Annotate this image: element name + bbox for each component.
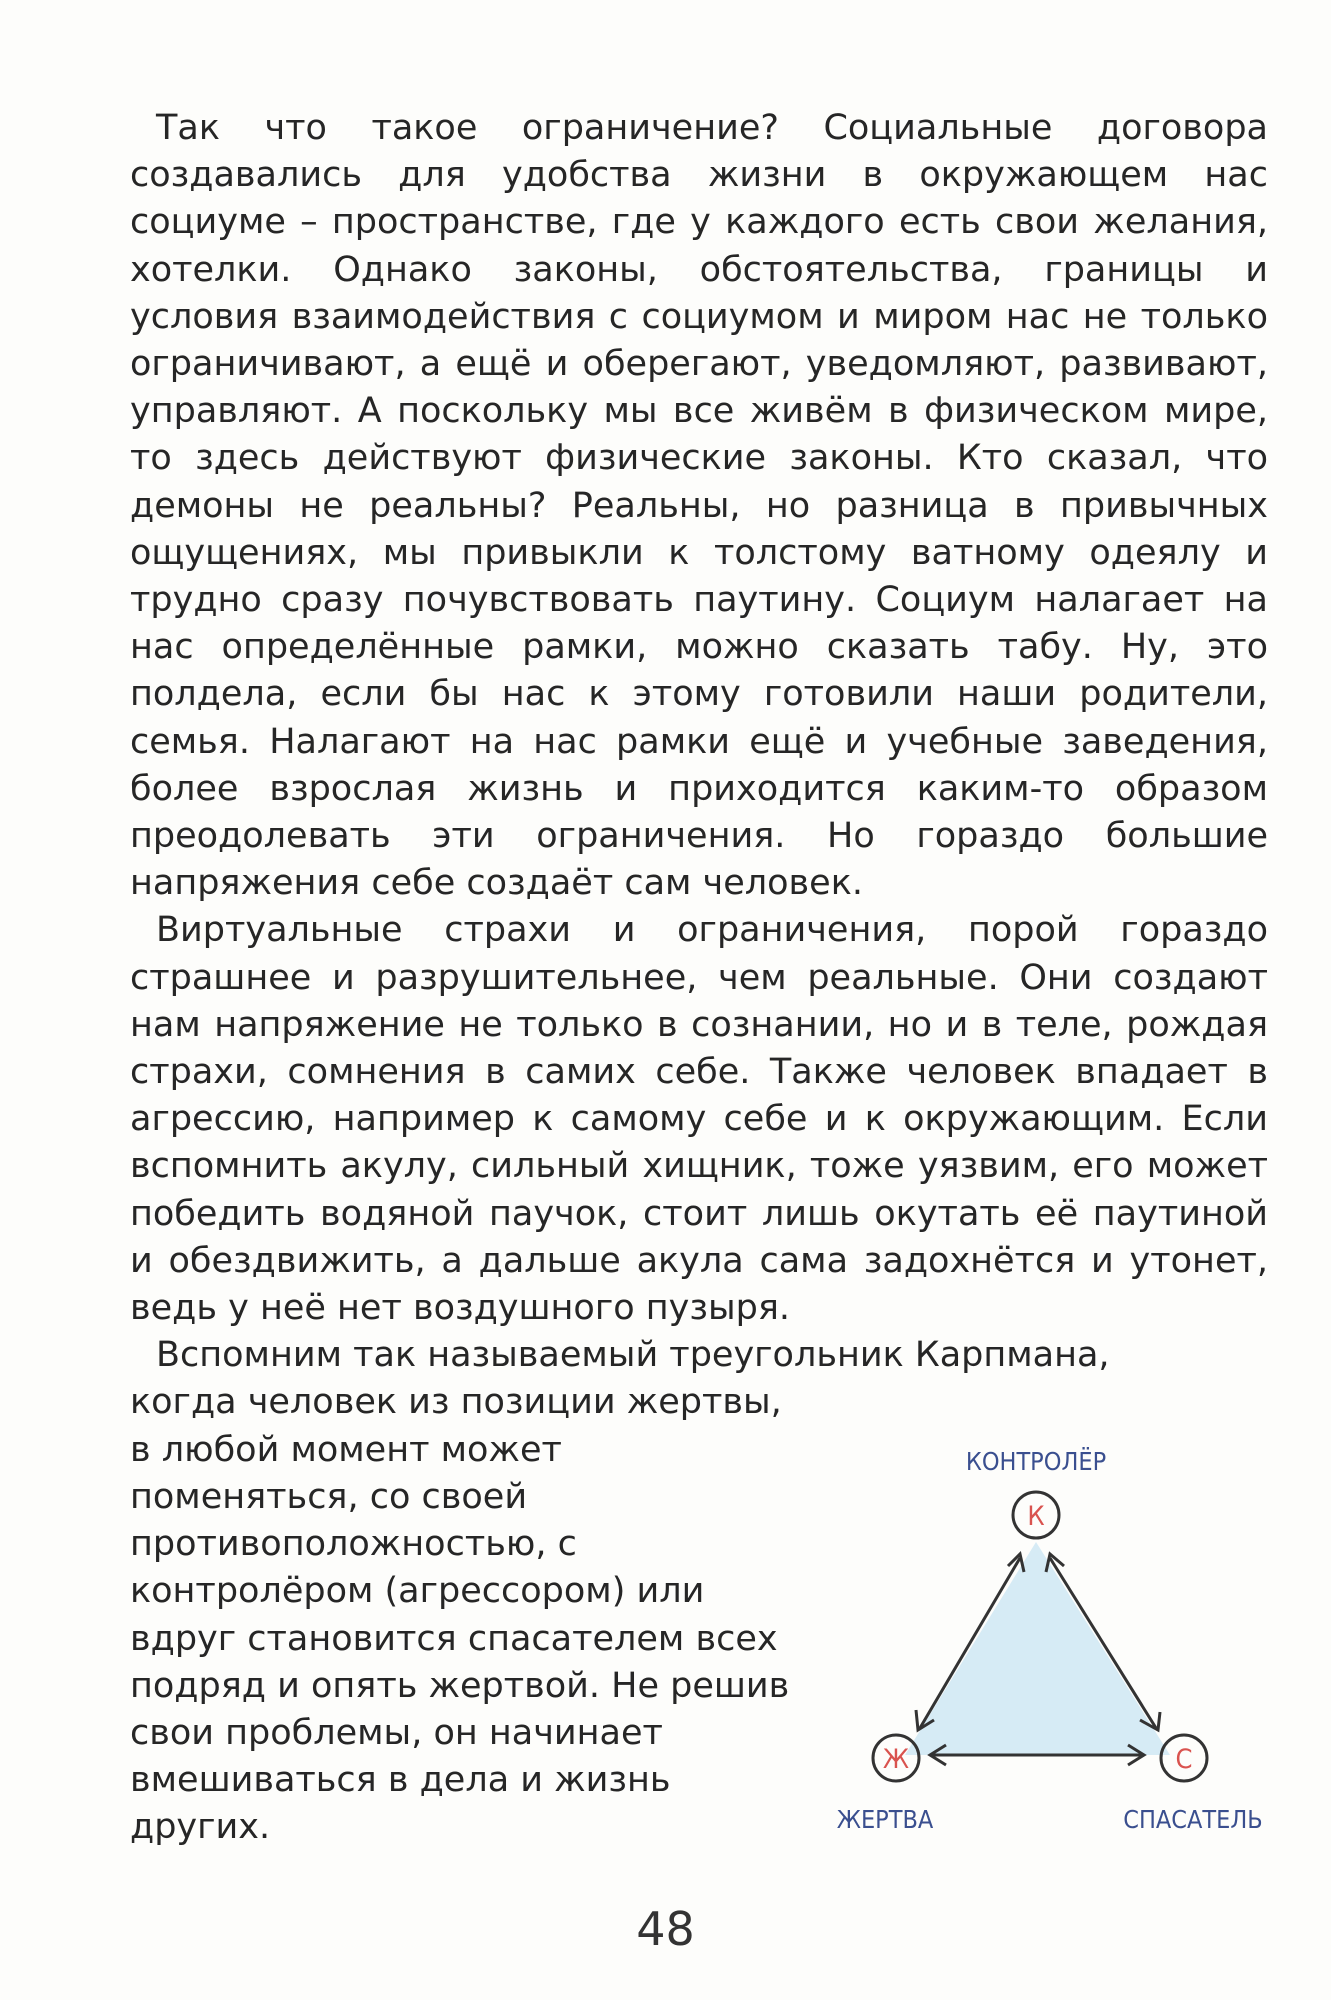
page-number: 48: [636, 1902, 695, 1956]
label-rescuer: СПАСАТЕЛЬ: [1123, 1805, 1263, 1834]
letter-victim: Ж: [882, 1744, 910, 1775]
karpman-paragraph: когда человек из позиции жертвы, в любой момент может поменяться, со своей противоположностью, с контролёром (агрессором) или вдруг становится спасателем всех подряд и опять жертвой. Не решив свои проблемы, он начинает вмешиваться в дела и жизнь других.: [130, 1382, 790, 1848]
label-controller: КОНТРОЛЁР: [965, 1447, 1107, 1476]
karpman-intro: Вспомним так называемый треугольник Карпмана,: [156, 1335, 1110, 1376]
triangle-fill: [905, 1542, 1170, 1755]
paragraph-1: Так что такое ограничение? Социальные договора создавались для удобства жизни в окружающем нас социуме – пространстве, где у каждого есть свои желания, хотелки. Однако законы, обстоятельства, границы и условия взаимодействия с социумом и миром нас не только ограничивают, а ещё и оберегают, уведомляют, развивают, управляют. А поскольку мы все живём в физическом мире, то здесь действуют физические законы. Кто сказал, что демоны не реальны? Реальны, но разница в привычных ощущениях, мы привыкли к толстому ватному одеялу и трудно сразу почувствовать паутину. Социум налагает на нас определённые рамки, можно сказать табу. Ну, это полдела, если бы нас к этому готовили наши родители, семья. Налагают на нас рамки ещё и учебные заведения, более взрослая жизнь и приходится каким-то образом преодолевать эти ограничения. Но гораздо большие напряжения себе создаёт сам человек.: [130, 108, 1268, 904]
paragraph-2: Виртуальные страхи и ограничения, порой гораздо страшнее и разрушительнее, чем реальные. Они создают нам напряжение не только в сознании, но и в теле, рождая страхи, сомнения в самих себе. Также человек впадает в агрессию, например к самому себе и к окружающим. Если вспомнить акулу, сильный хищник, тоже уязвим, его может победить водяной паучок, стоит лишь окутать её паутиной и обездвижить, а дальше акула сама задохнётся и утонет, ведь у неё нет воздушного пузыря.: [130, 910, 1268, 1329]
label-victim: ЖЕРТВА: [836, 1805, 934, 1834]
karpman-triangle-diagram: [810, 1430, 1290, 1840]
letter-rescuer: С: [1175, 1744, 1193, 1775]
letter-controller: К: [1027, 1501, 1045, 1532]
